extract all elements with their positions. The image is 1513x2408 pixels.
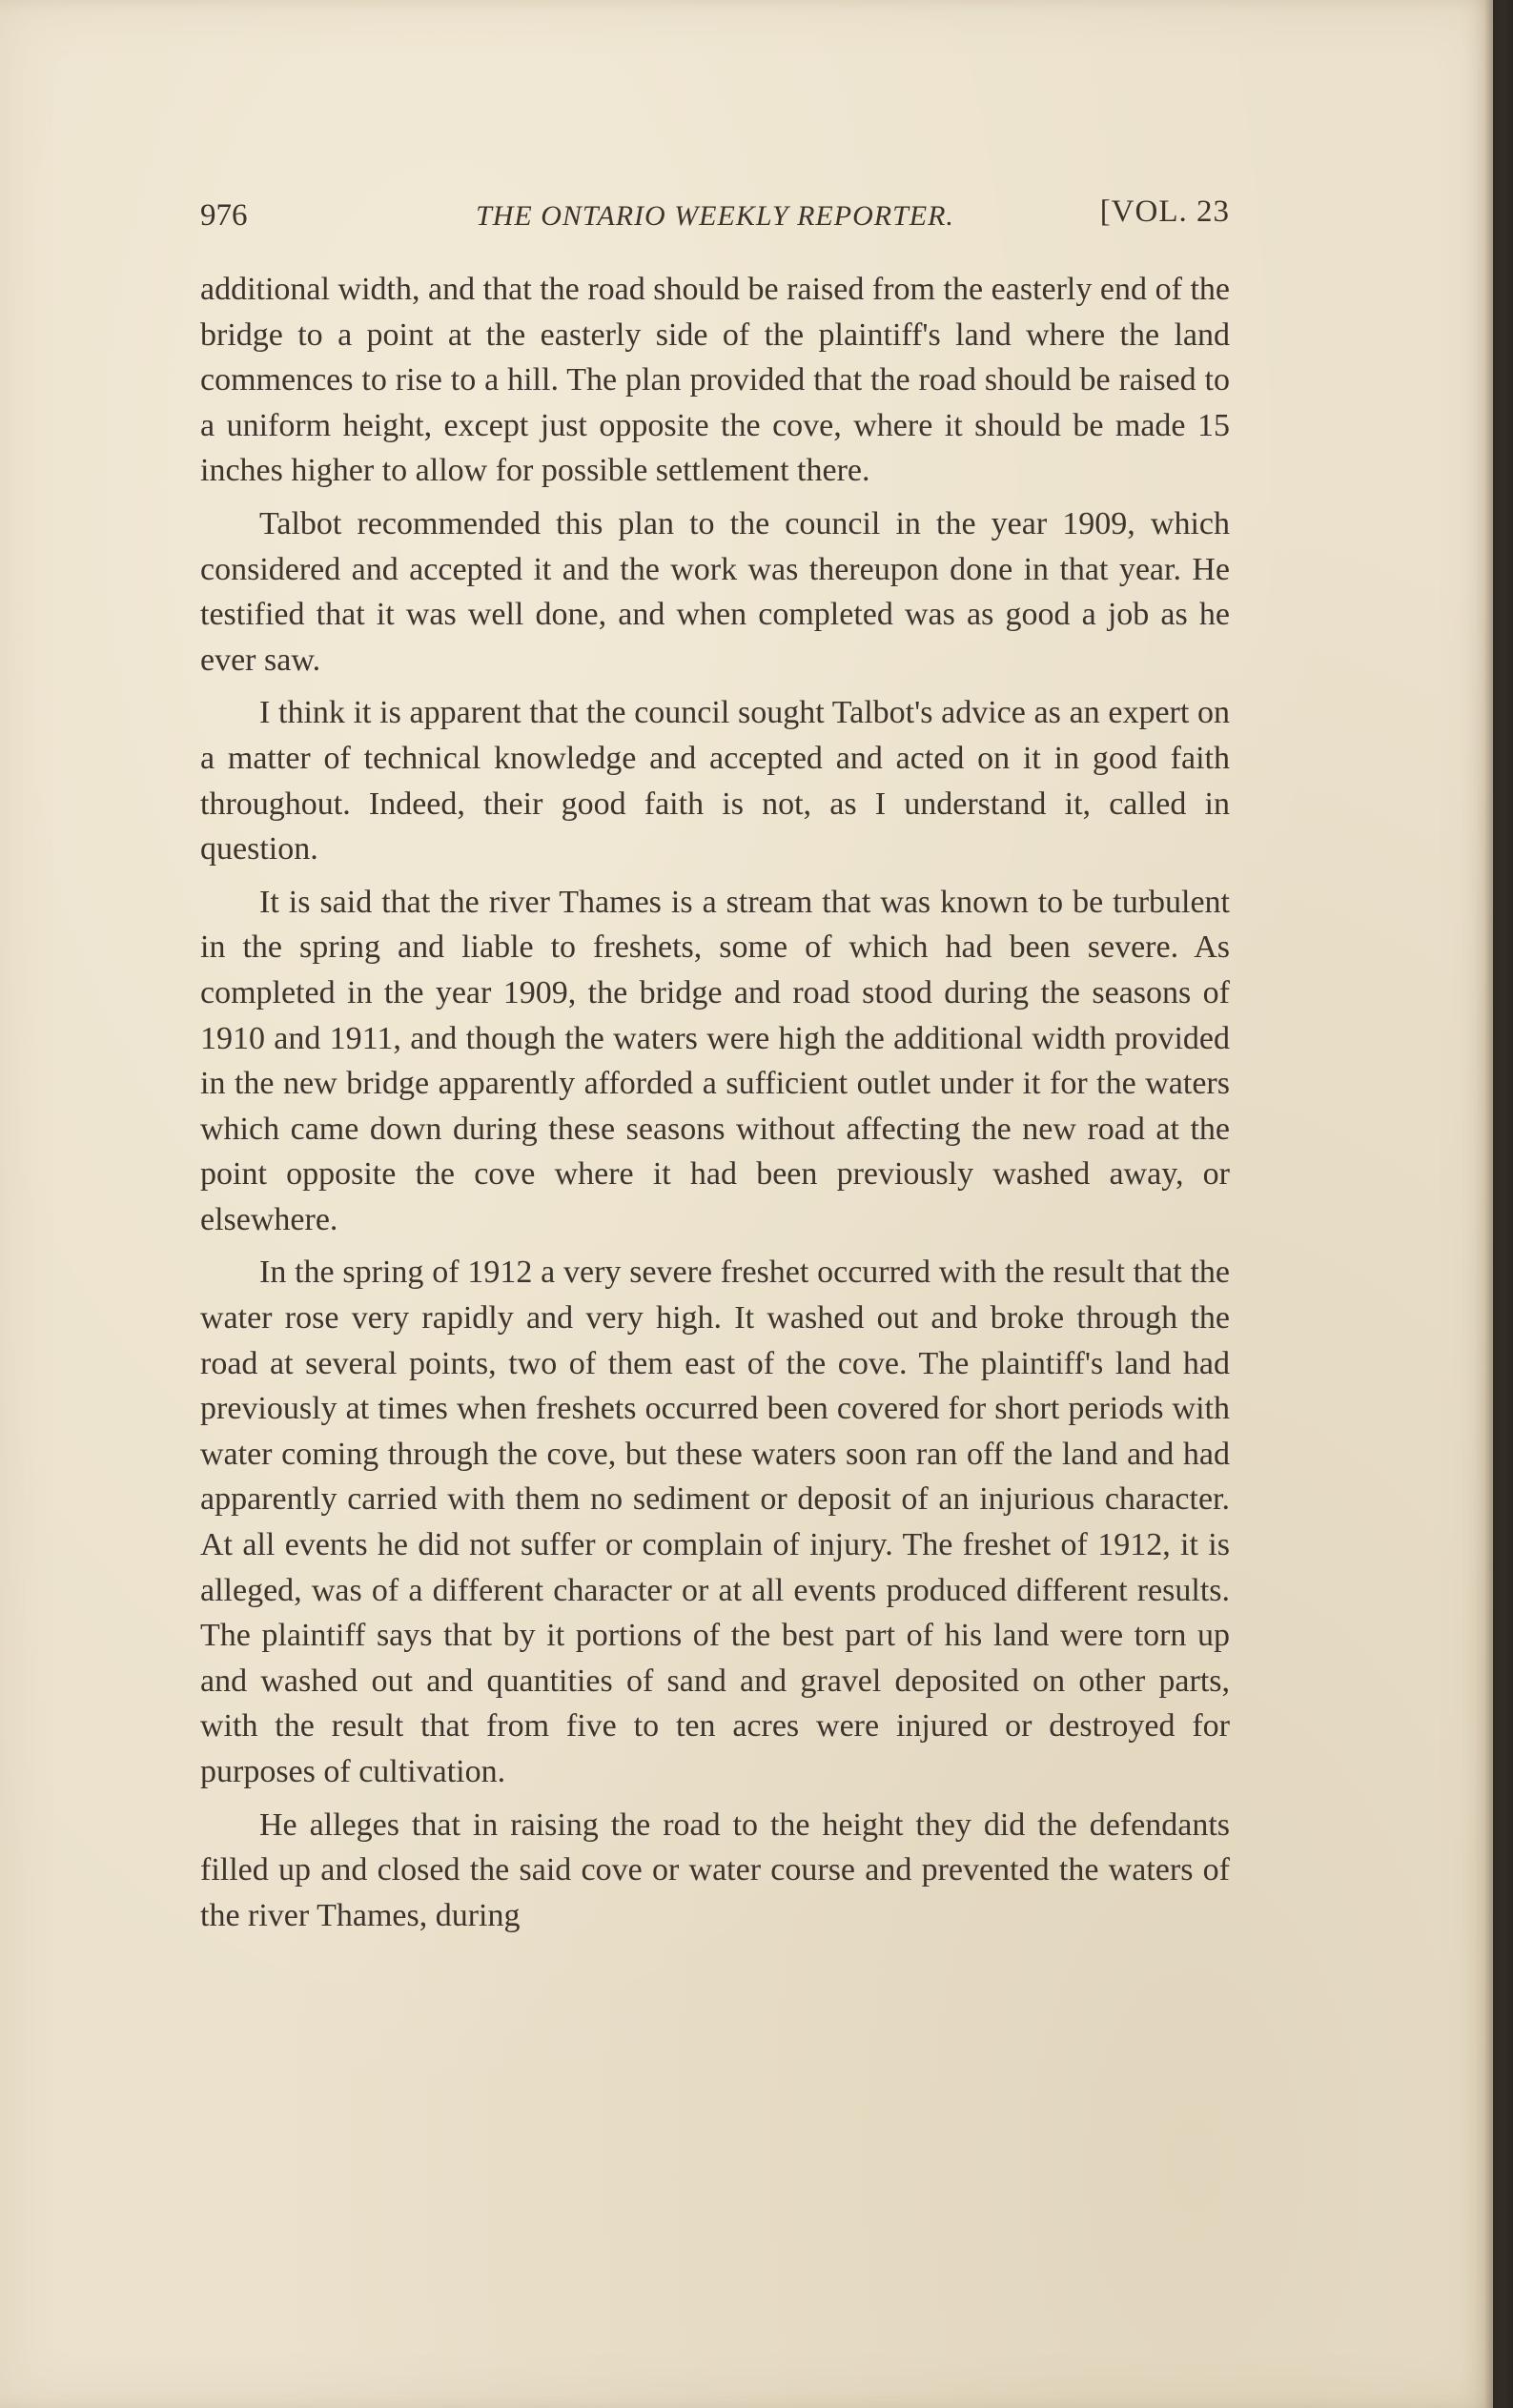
page-number: 976 xyxy=(200,198,248,233)
paragraph: additional width, and that the road should be raised from the easterly end of the bridge to a point at the easterly side of the plaintiff's land where the land commences to rise to a hill. The plan provided that the road should be raised to a uniform height, except just opposite the cove, where it should be made 15 inches higher to allow for possible settlement there. xyxy=(200,272,1230,489)
paragraph: In the spring of 1912 a very severe freshet occurred with the result that the water rose very rapidly and very high. It washed out and broke through the road at several points, two of them east of the cove. The plaintiff's land had previously at times when freshets occurred been covered for short periods with water coming through the cove, but these waters soon ran off the land and had apparently carried with them no sediment or deposit of an injurious character. At all events he did not suffer or complain of injury. The freshet of 1912, it is alleged, was of a different character or at all events produced different results. The plaintiff says that by it portions of the best part of his land were torn up and washed out and quantities of sand and gravel deposited on other parts, with the result that from five to ten acres were injured or destroyed for purposes of cultivation. xyxy=(200,1255,1230,1789)
body-text xyxy=(200,267,1230,1946)
paragraph: He alleges that in raising the road to the height they did the defendants filled up and closed the said cove or water course and prevented the waters of the river Thames, during xyxy=(200,1806,1230,1933)
page-edge-shadow xyxy=(1484,0,1513,2408)
paragraph: It is said that the river Thames is a stream that was known to be turbulent in the spring and liable to freshets, some of which had been severe. As completed in the year 1909, the bridge and road stood during the seasons of 1910 and 1911, and though the waters were high the additional width provided in the new bridge apparently afforded a sufficient outlet under it for the waters which came down during these seasons without affecting the new road at the point opposite the cove where it had been previously washed away, or elsewhere. xyxy=(200,884,1230,1237)
volume-label: [VOL. 23 xyxy=(1099,194,1230,229)
running-title: THE ONTARIO WEEKLY REPORTER. xyxy=(476,200,954,232)
paragraph: I think it is apparent that the council sought Talbot's advice as an expert on a matter of technical knowledge and accepted and acted on it in good faith throughout. Indeed, their good faith is not, as I understand it, called in question. xyxy=(200,695,1230,867)
paragraph: Talbot recommended this plan to the council in the year 1909, which considered and accepted it and the work was thereupon done in that year. He testified that it was well done, and when completed was as good a job as he ever saw. xyxy=(200,505,1230,678)
page-header xyxy=(200,194,1230,252)
